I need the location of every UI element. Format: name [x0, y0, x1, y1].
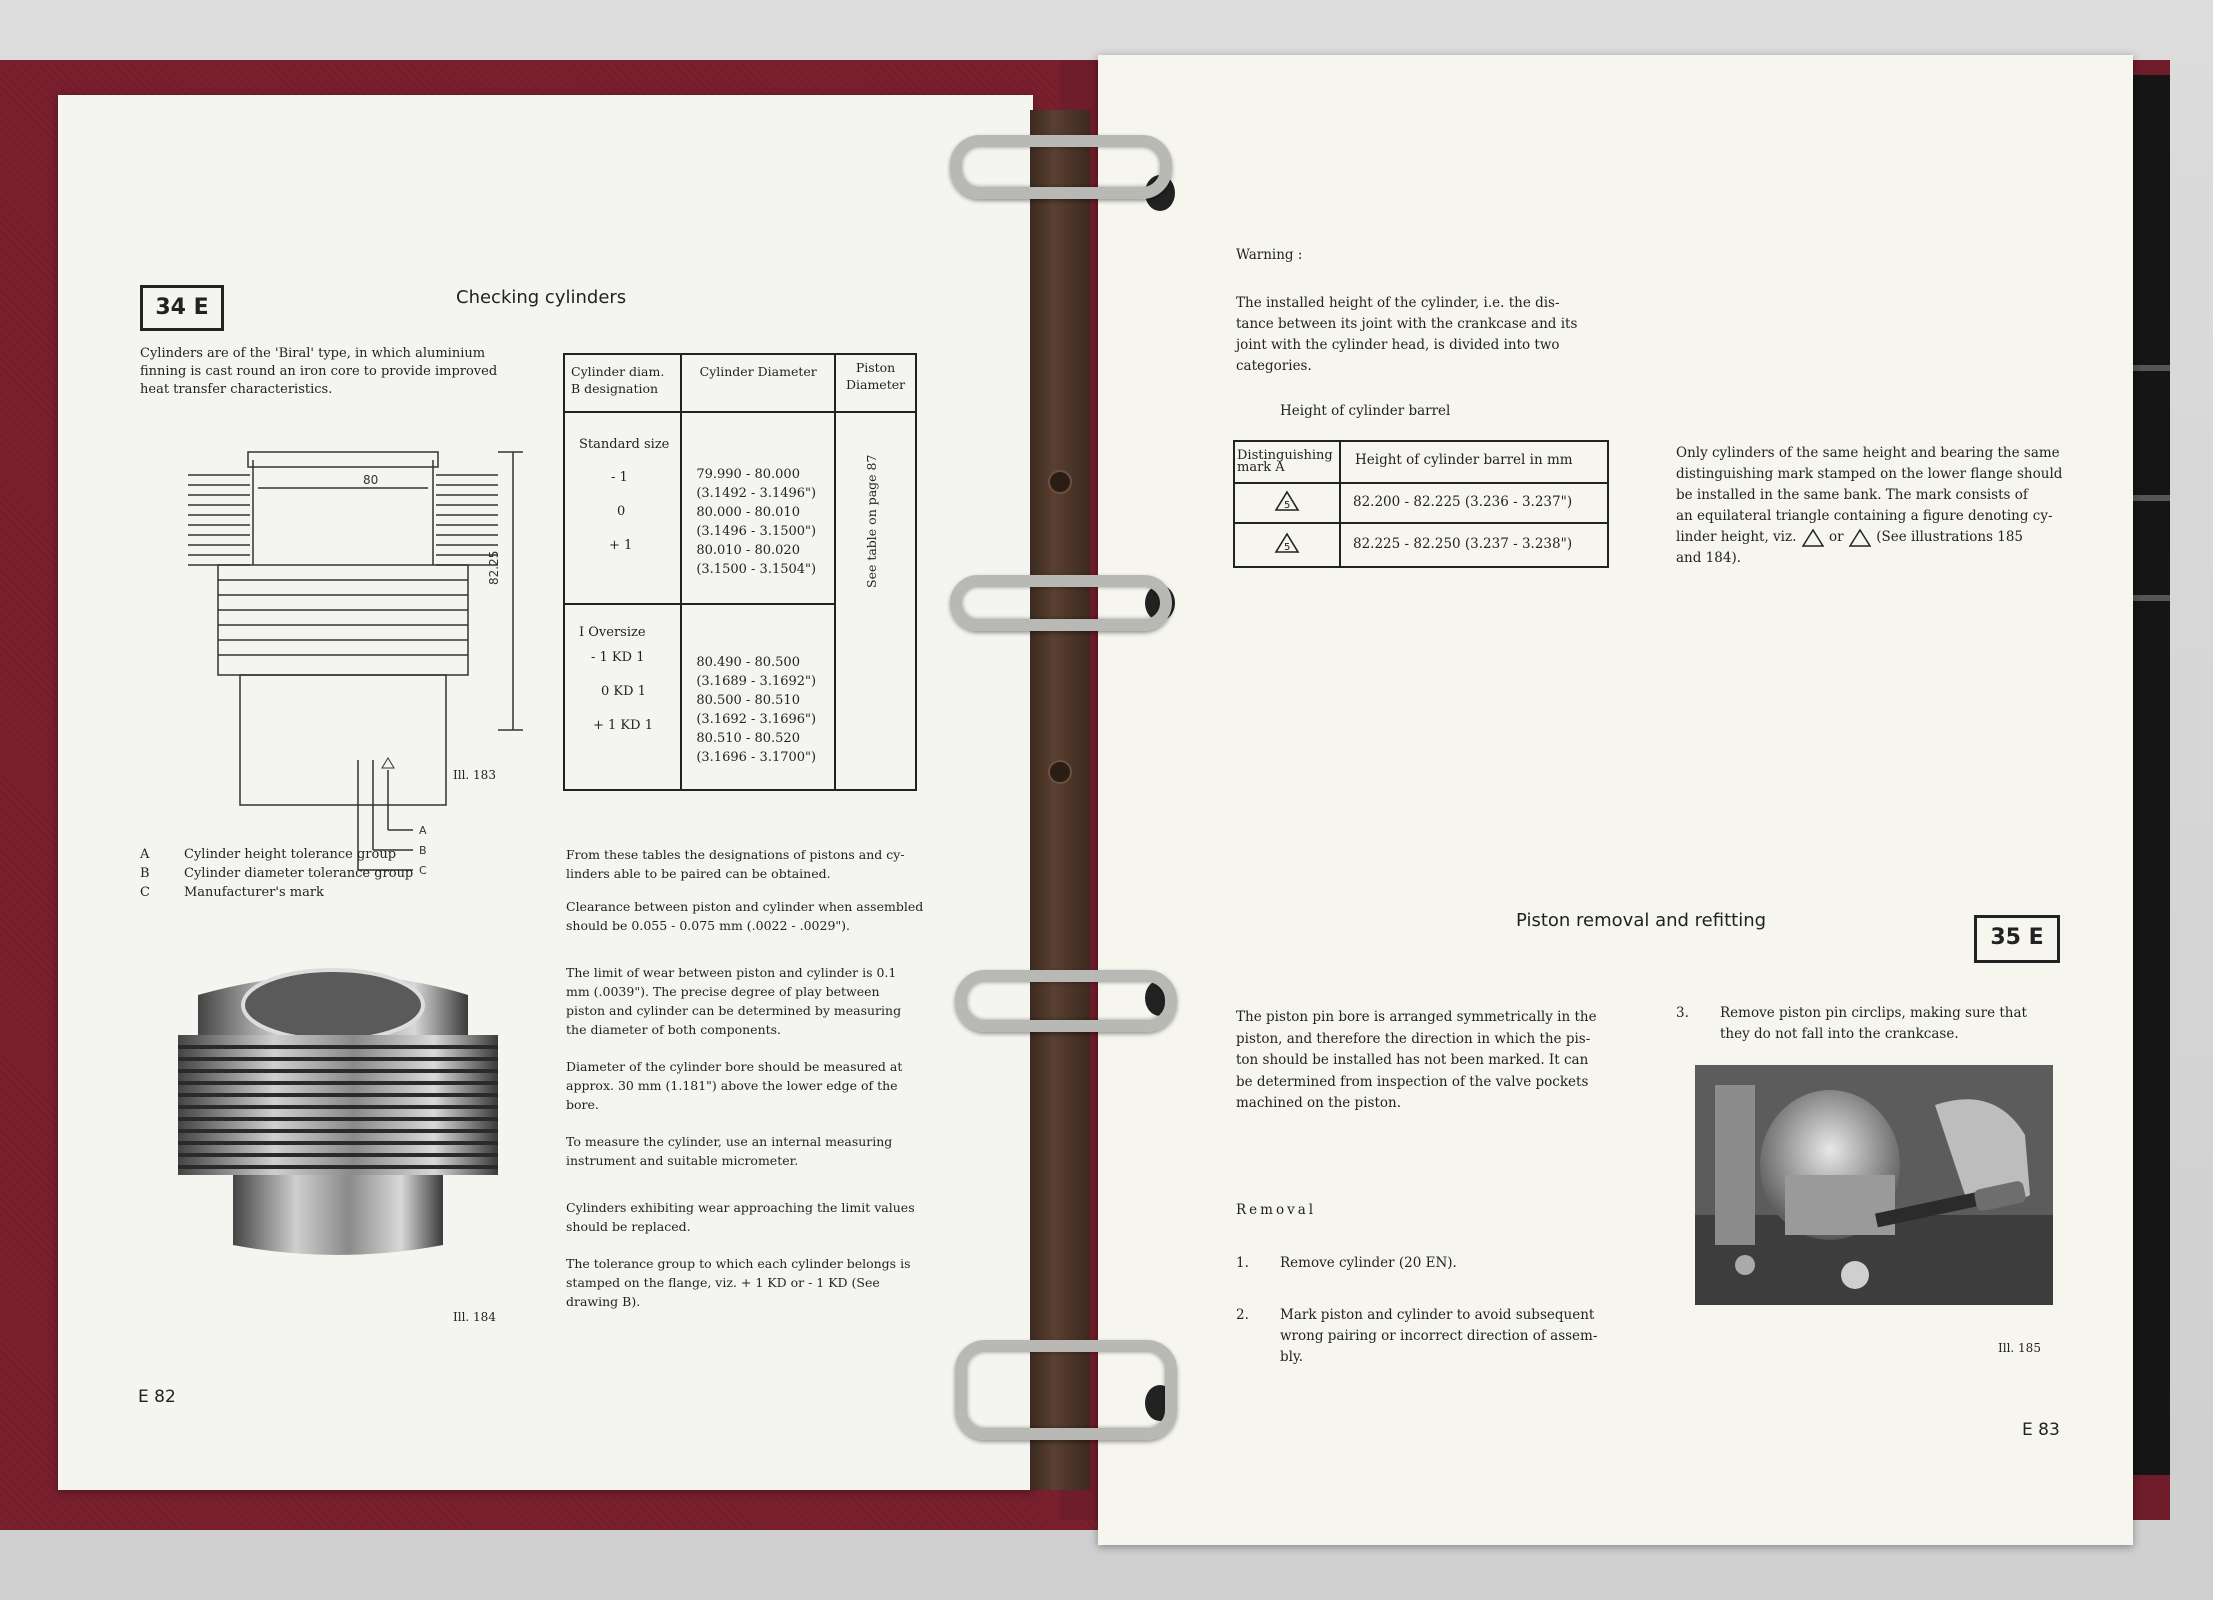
- paragraph-wear-limit: The limit of wear between piston and cylinder is 0.1 mm (.0039"). The precise degree of play between piston and cylinder can be determined by measuring the diameter of both components.: [566, 965, 902, 1037]
- oversize-diameters: 80.490 - 80.500 (3.1689 - 3.1692") 80.500 - 80.510 (3.1692 - 3.1696") 80.510 - 80.520 (3.1696 - 3.1700"): [681, 604, 835, 790]
- paragraph-tolerance-group: The tolerance group to which each cylinder belongs is stamped on the flange, viz. + 1 KD or - 1 KD (See drawing B).: [566, 1256, 911, 1309]
- paragraph-pairing: From these tables the designations of pistons and cy- linders able to be paired can be obtained.: [566, 847, 905, 881]
- triangle-mark-icon: [1274, 532, 1300, 554]
- paragraph-instrument: To measure the cylinder, use an internal measuring instrument and suitable micrometer.: [566, 1134, 893, 1168]
- oversize-designations: I Oversize - 1 KD 1 0 KD 1 + 1 KD 1: [564, 604, 681, 790]
- standard-size-diameters: 79.990 - 80.000 (3.1492 - 3.1496") 80.000 - 80.010 (3.1496 - 3.1500") 80.010 - 80.020 (3.1500 - 3.1504"): [681, 412, 835, 604]
- diagram-legend: [140, 845, 540, 902]
- caption-ill-183: Ill. 183: [453, 768, 496, 782]
- section-badge-35e: 35 E: [1974, 915, 2060, 963]
- standard-size-designations: Standard size - 1 0 + 1: [564, 412, 681, 604]
- legend-row-b: B Cylinder diameter tolerance group: [140, 866, 414, 881]
- binder-ring-2: [950, 575, 1172, 631]
- left-page: [58, 95, 1033, 1490]
- removal-step-1: 1. Remove cylinder (20 EN).: [1236, 1255, 1457, 1271]
- legend-row-c: C Manufacturer's mark: [140, 885, 324, 900]
- index-tab-strip: [2128, 75, 2170, 1475]
- paragraph-replace: Cylinders exhibiting wear approaching the limit values should be replaced.: [566, 1200, 915, 1234]
- binder-ring-3: [955, 970, 1177, 1032]
- legend-row-a: A Cylinder height tolerance group: [140, 847, 397, 862]
- same-height-note: Only cylinders of the same height and bearing the same distinguishing mark stamped on the lower flange should be installed in the same bank. The mark consists of an equilateral triangle containing a figure denoting cy- linder height, viz. or (See illustrations 185 and 184).: [1676, 445, 2063, 566]
- right-page: [1098, 55, 2133, 1545]
- binder-ring-4: [955, 1340, 1177, 1440]
- triangle-mark-icon: [1848, 528, 1872, 548]
- piston-diameter-cell: [835, 412, 916, 790]
- binder-ring-1: [950, 135, 1172, 199]
- mark-cell-2: [1234, 523, 1340, 567]
- header-barrel-height: Height of cylinder barrel in mm: [1340, 441, 1608, 483]
- header-cylinder-diameter: Cylinder Diameter: [681, 354, 835, 412]
- svg-text:5: 5: [1284, 500, 1291, 511]
- dim-8225-label: 82.25: [487, 550, 501, 585]
- intro-text: Cylinders are of the 'Biral' type, in which aluminium finning is cast round an iron core to provide improved heat transfer characteristics.: [140, 346, 498, 397]
- triangle-mark-icon: [1801, 528, 1825, 548]
- removal-heading: Removal: [1236, 1202, 1317, 1218]
- piston-table-reference: See table on page 87: [864, 454, 880, 588]
- page-number-right: E 83: [2022, 1420, 2060, 1440]
- cylinder-photo: [158, 935, 518, 1275]
- caption-ill-185: Ill. 185: [1998, 1341, 2041, 1355]
- caption-ill-184: Ill. 184: [453, 1310, 496, 1324]
- cylinder-diameter-table: [563, 353, 917, 791]
- barrel-height-value-1: 82.200 - 82.225 (3.236 - 3.237"): [1340, 483, 1608, 523]
- mark-cell-1: [1234, 483, 1340, 523]
- barrel-height-value-2: 82.225 - 82.250 (3.237 - 3.238"): [1340, 523, 1608, 567]
- page-title: Checking cylinders: [456, 287, 627, 308]
- header-distinguishing-mark: Distinguishing mark A: [1234, 441, 1340, 483]
- height-table-title: Height of cylinder barrel: [1280, 403, 1451, 419]
- label-a: A: [419, 824, 427, 837]
- cylinder-height-table: [1233, 440, 1609, 568]
- header-piston-diameter: Piston Diameter: [835, 354, 916, 412]
- warning-title: Warning :: [1236, 247, 1303, 263]
- piston-removal-photo: [1695, 1065, 2053, 1305]
- section-badge-34e: 34 E: [140, 285, 224, 331]
- paragraph-bore-measure: Diameter of the cylinder bore should be measured at approx. 30 mm (1.181") above the lower edge of the bore.: [566, 1059, 903, 1112]
- page-number-left: E 82: [138, 1387, 176, 1407]
- header-designation: Cylinder diam. B designation: [564, 354, 681, 412]
- warning-text: The installed height of the cylinder, i.e. the dis- tance between its joint with the crankcase and its joint with the cylinder head, is divided into two categories.: [1236, 295, 1578, 374]
- paragraph-clearance: Clearance between piston and cylinder when assembled should be 0.055 - 0.075 mm (.0022 - .0029").: [566, 899, 924, 933]
- removal-step-2: 2. Mark piston and cylinder to avoid subsequent wrong pairing or incorrect direction of assem- bly.: [1236, 1307, 1598, 1365]
- label-c: C: [419, 864, 427, 877]
- body-text-column: [566, 845, 946, 1311]
- removal-step-3: 3. Remove piston pin circlips, making sure that they do not fall into the crankcase.: [1676, 1005, 2027, 1042]
- section-title-piston: Piston removal and refitting: [1516, 910, 1767, 931]
- dim-80-label: 80: [363, 473, 379, 487]
- triangle-mark-icon: [1274, 490, 1300, 512]
- binder-spine: [1030, 110, 1090, 1490]
- svg-text:5: 5: [1284, 542, 1291, 553]
- piston-pin-intro: The piston pin bore is arranged symmetrically in the piston, and therefore the direction in which the pis- ton should be installed has not been marked. It can be determined from inspection of the valve pockets machined on the piston.: [1236, 1009, 1597, 1111]
- label-b: B: [419, 844, 427, 857]
- cylinder-diagram: [158, 440, 578, 880]
